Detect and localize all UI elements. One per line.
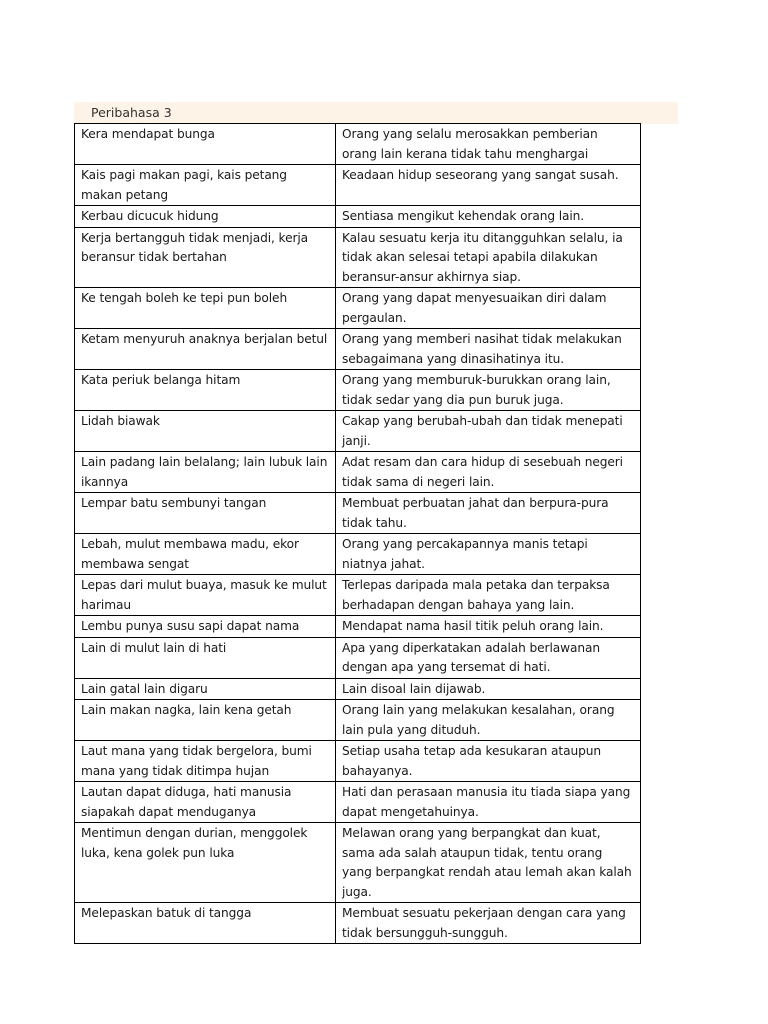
peribahasa-cell: Mentimun dengan durian, menggolek luka, kena golek pun luka <box>75 823 336 903</box>
maksud-cell: Sentiasa mengikut kehendak orang lain. <box>336 206 641 228</box>
maksud-cell: Hati dan perasaan manusia itu tiada siapa yang dapat mengetahuinya. <box>336 782 641 823</box>
table-row <box>75 637 641 678</box>
peribahasa-cell: Melepaskan batuk di tangga <box>75 903 336 944</box>
peribahasa-cell: Lidah biawak <box>75 411 336 452</box>
peribahasa-cell: Kera mendapat bunga <box>75 124 336 165</box>
maksud-cell: Orang yang selalu merosakkan pemberian orang lain kerana tidak tahu menghargai <box>336 124 641 165</box>
peribahasa-cell: Kerbau dicucuk hidung <box>75 206 336 228</box>
peribahasa-cell: Ketam menyuruh anaknya berjalan betul <box>75 329 336 370</box>
table-row <box>75 288 641 329</box>
table-row <box>75 165 641 206</box>
maksud-cell: Orang yang dapat menyesuaikan diri dalam pergaulan. <box>336 288 641 329</box>
peribahasa-cell: Lembu punya susu sapi dapat nama <box>75 616 336 638</box>
peribahasa-cell: Kata periuk belanga hitam <box>75 370 336 411</box>
table-row <box>75 534 641 575</box>
peribahasa-cell: Lebah, mulut membawa madu, ekor membawa sengat <box>75 534 336 575</box>
table-row <box>75 370 641 411</box>
table-row <box>75 616 641 638</box>
table-row <box>75 411 641 452</box>
peribahasa-cell: Lepas dari mulut buaya, masuk ke mulut harimau <box>75 575 336 616</box>
maksud-cell: Orang yang memberi nasihat tidak melakukan sebagaimana yang dinasihatinya itu. <box>336 329 641 370</box>
maksud-cell: Lain disoal lain dijawab. <box>336 678 641 700</box>
peribahasa-cell: Lempar batu sembunyi tangan <box>75 493 336 534</box>
peribahasa-cell: Kerja bertangguh tidak menjadi, kerja beransur tidak bertahan <box>75 227 336 288</box>
peribahasa-cell: Lain di mulut lain di hati <box>75 637 336 678</box>
maksud-cell: Orang lain yang melakukan kesalahan, orang lain pula yang dituduh. <box>336 700 641 741</box>
table-row <box>75 493 641 534</box>
table-row <box>75 206 641 228</box>
maksud-cell: Kalau sesuatu kerja itu ditangguhkan selalu, ia tidak akan selesai tetapi apabila dilakukan beransur-ansur akhirnya siap. <box>336 227 641 288</box>
maksud-cell: Orang yang memburuk-burukkan orang lain, tidak sedar yang dia pun buruk juga. <box>336 370 641 411</box>
table-row <box>75 678 641 700</box>
maksud-cell: Orang yang percakapannya manis tetapi niatnya jahat. <box>336 534 641 575</box>
page-title: Peribahasa 3 <box>91 105 172 120</box>
maksud-cell: Mendapat nama hasil titik peluh orang lain. <box>336 616 641 638</box>
heading-bar <box>74 102 678 124</box>
maksud-cell: Membuat sesuatu pekerjaan dengan cara yang tidak bersungguh-sungguh. <box>336 903 641 944</box>
peribahasa-cell: Lain gatal lain digaru <box>75 678 336 700</box>
peribahasa-cell: Kais pagi makan pagi, kais petang makan petang <box>75 165 336 206</box>
maksud-cell: Membuat perbuatan jahat dan berpura-pura tidak tahu. <box>336 493 641 534</box>
table-row <box>75 741 641 782</box>
table-row <box>75 575 641 616</box>
table-row <box>75 124 641 165</box>
table-row <box>75 700 641 741</box>
maksud-cell: Apa yang diperkatakan adalah berlawanan dengan apa yang tersemat di hati. <box>336 637 641 678</box>
table-row <box>75 227 641 288</box>
peribahasa-cell: Lain makan nagka, lain kena getah <box>75 700 336 741</box>
table-row <box>75 452 641 493</box>
peribahasa-cell: Lain padang lain belalang; lain lubuk lain ikannya <box>75 452 336 493</box>
maksud-cell: Adat resam dan cara hidup di sesebuah negeri tidak sama di negeri lain. <box>336 452 641 493</box>
peribahasa-cell: Ke tengah boleh ke tepi pun boleh <box>75 288 336 329</box>
peribahasa-table <box>74 123 641 944</box>
table-row <box>75 329 641 370</box>
peribahasa-cell: Laut mana yang tidak bergelora, bumi mana yang tidak ditimpa hujan <box>75 741 336 782</box>
table-row <box>75 903 641 944</box>
table-row <box>75 782 641 823</box>
peribahasa-cell: Lautan dapat diduga, hati manusia siapakah dapat menduganya <box>75 782 336 823</box>
table-row <box>75 823 641 903</box>
table-body <box>75 124 641 944</box>
maksud-cell: Terlepas daripada mala petaka dan terpaksa berhadapan dengan bahaya yang lain. <box>336 575 641 616</box>
maksud-cell: Cakap yang berubah-ubah dan tidak menepati janji. <box>336 411 641 452</box>
maksud-cell: Melawan orang yang berpangkat dan kuat, sama ada salah ataupun tidak, tentu orang yang berpangkat rendah atau lemah akan kalah juga. <box>336 823 641 903</box>
maksud-cell: Setiap usaha tetap ada kesukaran ataupun bahayanya. <box>336 741 641 782</box>
maksud-cell: Keadaan hidup seseorang yang sangat susah. <box>336 165 641 206</box>
